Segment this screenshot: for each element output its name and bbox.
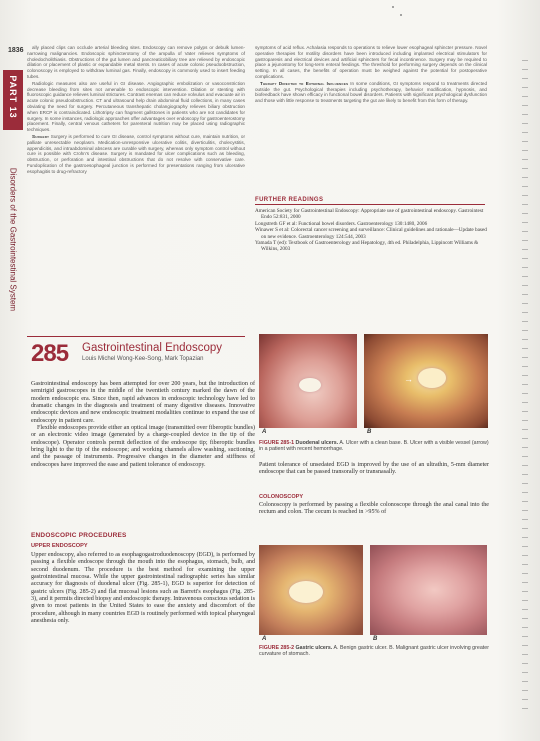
reference-item: Yamada T (ed): Textbook of Gastroenterology and Hepatology, 4th ed. Philadelphia, Lippincott Williams & Wilkins, 2003 [255, 240, 479, 253]
ulcer-base [418, 368, 446, 388]
surgery-lead: Surgery [32, 133, 50, 139]
chapter-rule [27, 336, 245, 337]
part-tab [3, 70, 23, 130]
ulcer-base [299, 378, 321, 392]
duodenal-ulcer-image-a [259, 334, 357, 428]
upper-endoscopy-text [31, 552, 255, 625]
chapter-authors: Louis Michel Wong-Kee-Song, Mark Topazian [82, 356, 204, 362]
page-edge-marks [522, 60, 528, 710]
intro-text [31, 381, 255, 469]
figure-label-b: B [373, 636, 378, 642]
figure-caption [259, 645, 491, 658]
part-label: PART 13 [8, 75, 18, 119]
therapy-lead: Therapy Directed to External Influences [260, 80, 349, 86]
scan-speck [392, 6, 394, 8]
section-label: Disorders of the Gastrointestinal System [8, 167, 18, 312]
figure-title: Gastric ulcers. [295, 645, 333, 651]
colonoscopy-heading: COLONOSCOPY [259, 494, 304, 500]
gastric-ulcer-image-a [259, 545, 363, 635]
reference-item: American Society for Gastrointestinal Endoscopy: Appropriate use of gastrointestinal endoscopy. Gastrointest Endo 52:831, 2000 [255, 208, 484, 221]
therapy-text: In some conditions, GI symptoms respond to treatments directed outside the gut. Psychological therapies including psychotherapy, behavior modification, hypnosis, and biofeedback have shown efficacy in functional bowel disorders. Patients with significant psychological dysfunction and those with little response to treatments targeting the gut are likely to benefit from this form of therapy. [255, 80, 487, 104]
figure-number: FIGURE 285-2 [259, 645, 295, 651]
figure-title: Duodenal ulcers. [295, 440, 339, 446]
part-sidebar [3, 70, 23, 340]
section-heading: ENDOSCOPIC PROCEDURES [31, 532, 127, 539]
page-number: 1836 [8, 47, 24, 54]
patient-tolerance-text [259, 462, 489, 477]
figure-text: A. Ulcer with a clean base. B. Ulcer with a visible vessel (arrow) in a patient with recent hemorrhage. [259, 440, 489, 453]
figure-number: FIGURE 285-1 [259, 440, 295, 446]
reference-item: Winawer S et al: Colorectal cancer screening and surveillance: Clinical guidelines and rationale—Update based on new evidence. Gastroenterology 124:544, 2003 [255, 227, 487, 240]
paragraph: symptoms of acid reflux. Achalasia responds to operations to relieve lower esophageal sphincter pressure. Novel operative therapies for motility disorders have been introduced including implanted electrical stimulators for gastroparesis and electrical devices and artificial sphincters for fecal incontinence. Surgery may be required to place a jejunostomy for long-term enteral feedings. The threshold for performing surgery depends on the clinical setting. In all cases, the benefits of operation must be weighed against the potential for postoperative complications. [255, 45, 487, 79]
further-readings-heading: FURTHER READINGS [255, 197, 485, 205]
figure-label-a: A [262, 636, 267, 642]
chapter-title: Gastrointestinal Endoscopy [82, 342, 222, 354]
figure-text: A. Benign gastric ulcer. B. Malignant gastric ulcer involving greater curvature of stomach. [259, 645, 489, 658]
therapy-paragraph [255, 81, 487, 104]
right-column-text [255, 45, 487, 105]
surgery-text: Surgery is performed to cure GI disease, control symptoms without cure, maintain nutrition, or palliate unresectable neoplasm. Medication-unresponsive ulcerative colitis, diverticulitis, cholecystitis, appendicitis, and intraabdominal abscess are curable with surgery, whereas only symptom control without cure is possible with Crohn's disease. Surgery is mandated for ulcer complications such as bleeding, obstruction, or perforation and intestinal obstructions that do not resolve with conservative care. Fundoplication of the gastroesophageal junction is performed for presentations ranging from ulcerative esophagitis to drug-refractory [27, 133, 245, 174]
paragraph: Patient tolerance of unsedated EGD is improved by the use of an ultrathin, 5-mm diameter endoscope that can be passed transorally or transnasally. [259, 462, 489, 476]
colonoscopy-text [259, 502, 489, 517]
reference-list [255, 208, 487, 253]
figure-label-a: A [262, 429, 267, 435]
left-column-text [27, 45, 245, 176]
reference-item: Longstreth GF et al: Functional bowel disorders. Gastroenterology 130:1480, 2006 [255, 220, 428, 227]
chapter-number: 285 [31, 340, 69, 367]
paragraph: ally placed clips can occlude arterial bleeding sites. Endoscopy can remove polyps or debulk lumen-narrowing malignancies. Endoscopic sphincterotomy of the ampulla of Vater relieves symptoms of choledocholithiasis. Obstructions of the gut lumen and pancreaticobiliary tree are relieved by endoscopic dilation or placement of plastic or expandable metal stents. In cases of acute colonic pseudoobstruction, colonoscopy is employed to withdraw luminal gas. Finally, endoscopy is commonly used to insert feeding tubes. [27, 45, 245, 79]
paragraph: Upper endoscopy, also referred to as esophagogastroduodenoscopy (EGD), is performed by passing a flexible endoscope through the mouth into the esophagus, stomach, bulb, and second duodenum. The procedure is the best method for examining the upper gastrointestinal mucosa. While the upper gastrointestinal radiographic series has similar accuracy for diagnosis of duodenal ulcer (Fig. 285-1), EGD is superior for detection of gastric ulcers (Fig. 285-2) and flat mucosal lesions such as Barrett's esophagus (Fig. 285-3), and it permits directed biopsy and endoscopic therapy. Intravenous conscious sedation is given to most patients in the United States to ease the anxiety and discomfort of the procedure, although in many countries EGD is routinely performed with topical pharyngeal anesthesia only. [31, 552, 256, 625]
figure-caption [259, 440, 491, 453]
paragraph: Colonoscopy is performed by passing a flexible colonoscope through the anal canal into the rectum and colon. The cecum is reached in >95% of [259, 502, 489, 516]
scan-speck [400, 14, 402, 16]
arrow-icon: → [404, 374, 413, 384]
duodenal-ulcer-image-b [364, 334, 488, 428]
ulcer-base [289, 581, 323, 603]
surgery-paragraph [27, 134, 245, 175]
paragraph: Gastrointestinal endoscopy has been attempted for over 200 years, but the introduction of semirigid gastroscopes in the middle of the twentieth century marked the dawn of the modern endoscopic era. Since then, rapid advances in endoscopic technology have led to dramatic changes in the diagnosis and treatment of many digestive diseases. Innovative endoscopic devices and new endoscopic treatment modalities continue to expand the use of endoscopy in patient care. [31, 381, 255, 424]
figure-label-b: B [367, 429, 372, 435]
paragraph: Radiologic measures also are useful in GI disease. Angiographic embolization or vasoconstriction decrease bleeding from sites not amenable to endoscopic intervention. Dilation or stenting with fluoroscopic guidance relieves luminal strictures. Contrast enemas can reduce volvulus and evacuate air in acute colonic pseudoobstruction. CT and ultrasound help drain abdominal fluid collections, in many cases obviating the need for surgery. Percutaneous transhepatic cholangiography relieves biliary obstruction when ERCP is contraindicated. Lithotripsy can fragment gallstones in patients who are not candidates for surgery. In some instances, radiologic approaches offer advantages over endoscopy for gastroenterostomy placement. Finally, central venous catheters for parenteral nutrition may be placed using radiographic techniques. [27, 80, 245, 133]
paragraph: Flexible endoscopes provide either an optical image (transmitted over fiberoptic bundles) or an electronic video image (generated by a charge-coupled device in the tip of the endoscope). Operator controls permit deflection of the endoscope tip; fiberoptic bundles bring light to the tip of the endoscope; and working channels allow washing, suctioning, and the passage of instruments. Progressive changes in the diameter and stiffness of endoscopes have improved the ease and patient tolerance of endoscopy. [31, 425, 255, 468]
upper-endoscopy-heading: UPPER ENDOSCOPY [31, 543, 88, 549]
gastric-ulcer-image-b [370, 545, 487, 635]
